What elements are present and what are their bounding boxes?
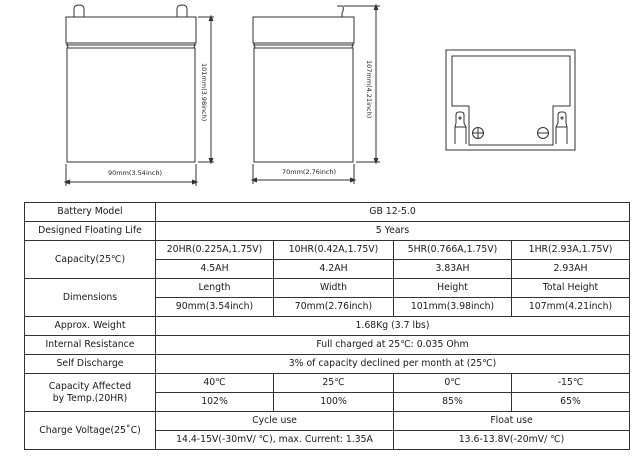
dimensions-label: Dimensions (25, 279, 156, 317)
cycle-use-header: Cycle use (156, 412, 394, 431)
battery-model-label: Battery Model (25, 203, 156, 222)
temp-value: 85% (394, 393, 512, 412)
battery-drawings (0, 0, 637, 195)
dimensions-header: Length (156, 279, 274, 298)
cycle-use-value: 14.4-15V(-30mV/ ℃), max. Current: 1.35A (156, 431, 394, 450)
dimensions-value: 70mm(2.76inch) (274, 298, 394, 317)
capacity-header: 1HR(2.93A,1.75V) (512, 241, 630, 260)
capacity-temp-label-line1: Capacity Affected (48, 380, 132, 392)
dimensions-value: 101mm(3.98inch) (394, 298, 512, 317)
table-row (25, 279, 630, 298)
front-view-drawing (65, 5, 214, 186)
temp-header: 0℃ (394, 374, 512, 393)
table-row (25, 374, 630, 393)
internal-resistance-value: Full charged at 25℃: 0.035 Ohm (156, 336, 630, 355)
temp-header: -15℃ (512, 374, 630, 393)
charge-voltage-label: Charge Voltage(25˚C) (25, 412, 156, 450)
table-row (25, 241, 630, 260)
side-view-drawing (252, 5, 380, 184)
temp-value: 100% (274, 393, 394, 412)
float-use-header: Float use (394, 412, 630, 431)
capacity-header: 20HR(0.225A,1.75V) (156, 241, 274, 260)
table-row (25, 355, 630, 374)
capacity-value: 3.83AH (394, 260, 512, 279)
capacity-value: 2.93AH (512, 260, 630, 279)
side-width-label: 70mm(2.76inch) (282, 168, 337, 176)
weight-value: 1.68Kg (3.7 lbs) (156, 317, 630, 336)
temp-header: 40℃ (156, 374, 274, 393)
floating-life-label: Designed Floating Life (25, 222, 156, 241)
capacity-temp-label-line2: by Temp.(20HR) (52, 392, 128, 404)
internal-resistance-label: Internal Resistance (25, 336, 156, 355)
table-row (25, 336, 630, 355)
capacity-value: 4.5AH (156, 260, 274, 279)
front-width-label: 90mm(3.54inch) (108, 169, 163, 177)
dimensions-value: 107mm(4.21inch) (512, 298, 630, 317)
top-view-drawing (446, 50, 575, 150)
specification-table (24, 202, 630, 450)
float-use-value: 13.6-13.8V(-20mV/ ℃) (394, 431, 630, 450)
dimensions-value: 90mm(3.54inch) (156, 298, 274, 317)
dimensions-header: Total Height (512, 279, 630, 298)
table-row (25, 222, 630, 241)
self-discharge-label: Self Discharge (25, 355, 156, 374)
table-row (25, 203, 630, 222)
self-discharge-value: 3% of capacity declined per month at (25℃) (156, 355, 630, 374)
drawings-svg (0, 0, 637, 195)
floating-life-value: 5 Years (156, 222, 630, 241)
capacity-header: 5HR(0.766A,1.75V) (394, 241, 512, 260)
table-row (25, 412, 630, 431)
front-height-label: 101mm(3.98inch) (200, 63, 208, 122)
capacity-header: 10HR(0.42A,1.75V) (274, 241, 394, 260)
weight-label: Approx. Weight (25, 317, 156, 336)
capacity-temp-label (25, 374, 156, 412)
dimensions-header: Width (274, 279, 394, 298)
dimensions-header: Height (394, 279, 512, 298)
temp-value: 65% (512, 393, 630, 412)
temp-header: 25℃ (274, 374, 394, 393)
table-row (25, 317, 630, 336)
battery-model-value: GB 12-5.0 (156, 203, 630, 222)
side-height-label: 107mm(4.21inch) (365, 60, 373, 119)
capacity-label: Capacity(25℃) (25, 241, 156, 279)
temp-value: 102% (156, 393, 274, 412)
capacity-value: 4.2AH (274, 260, 394, 279)
